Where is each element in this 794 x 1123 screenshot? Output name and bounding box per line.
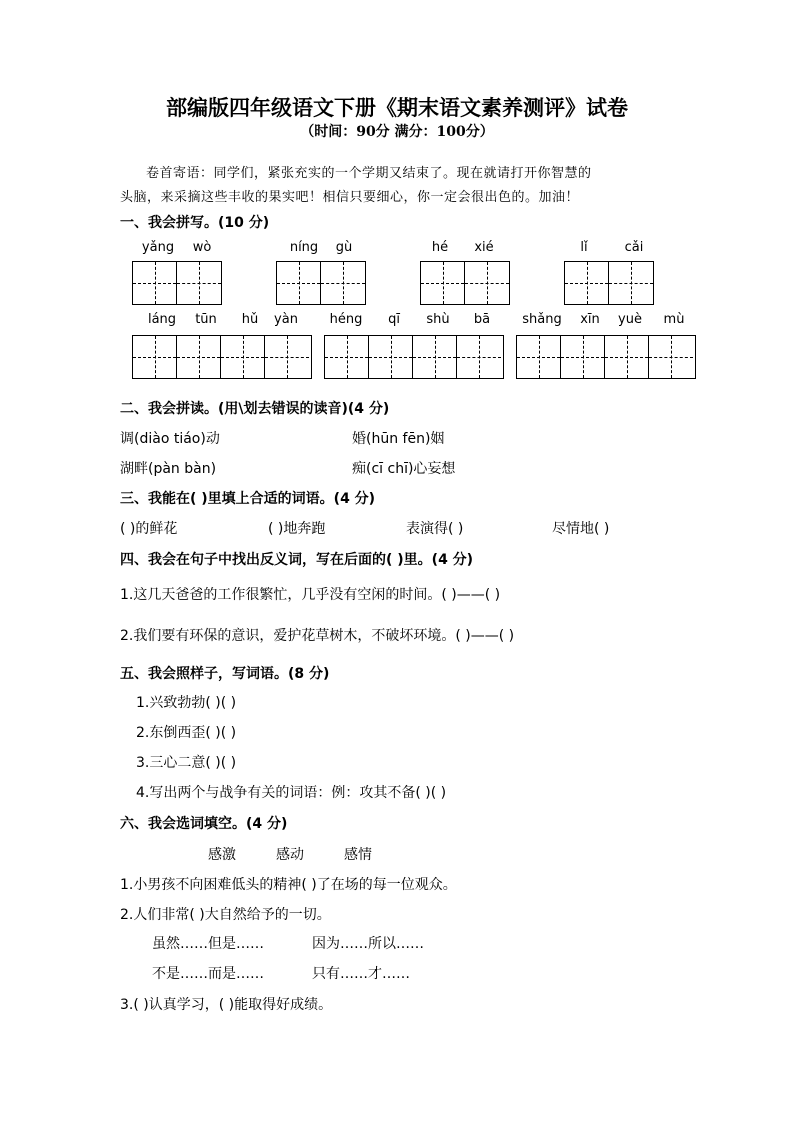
section-1-heading: 一、我会拼写。(10 分) bbox=[120, 215, 270, 231]
writing-grid[interactable] bbox=[132, 261, 222, 305]
fill-blank[interactable]: ( )的鲜花 bbox=[120, 521, 178, 537]
pinyin: qī bbox=[388, 312, 400, 327]
writing-grid[interactable] bbox=[324, 335, 504, 379]
intro-line-1: 卷首寄语：同学们，紧张充实的一个学期又结束了。现在就请打开你智慧的 bbox=[146, 166, 592, 181]
pinyin-choice[interactable]: 湖畔(pàn bàn) bbox=[120, 461, 217, 477]
conjunction-option: 不是……而是…… bbox=[152, 966, 264, 982]
fill-blank[interactable]: 尽情地( ) bbox=[552, 521, 610, 537]
section-4-heading: 四、我会在句子中找出反义词，写在后面的( )里。(4 分) bbox=[120, 552, 474, 568]
pinyin: yàn bbox=[274, 312, 298, 327]
pinyin: hé bbox=[431, 240, 449, 255]
section-6-heading: 六、我会选词填空。(4 分) bbox=[120, 816, 288, 832]
pinyin: cǎi bbox=[624, 240, 644, 255]
pinyin: tūn bbox=[195, 312, 217, 327]
pinyin: lǐ bbox=[580, 240, 588, 255]
exam-subtitle: （时间：90分 满分：100分） bbox=[300, 124, 494, 140]
pinyin: xié bbox=[474, 240, 494, 255]
exam-title: 部编版四年级语文下册《期末语文素养测评》试卷 bbox=[166, 95, 628, 120]
pinyin: níng bbox=[289, 240, 319, 255]
word-option: 感激 bbox=[208, 847, 236, 863]
word-option: 感动 bbox=[276, 847, 304, 863]
question[interactable]: 2.人们非常( )大自然给予的一切。 bbox=[120, 907, 331, 923]
writing-grid[interactable] bbox=[132, 335, 312, 379]
pinyin: mù bbox=[663, 312, 685, 327]
section-2-heading: 二、我会拼读。(用\划去错误的读音)(4 分) bbox=[120, 401, 390, 417]
conjunction-option: 只有……才…… bbox=[312, 966, 410, 982]
pinyin-choice[interactable]: 婚(hūn fēn)姻 bbox=[352, 431, 445, 447]
fill-blank[interactable]: 表演得( ) bbox=[406, 521, 464, 537]
writing-grid[interactable] bbox=[276, 261, 366, 305]
pinyin: shù bbox=[426, 312, 450, 327]
pinyin-choice[interactable]: 痴(cī chī)心妄想 bbox=[352, 461, 456, 477]
pinyin: bā bbox=[473, 312, 491, 327]
section-3-heading: 三、我能在( )里填上合适的词语。(4 分) bbox=[120, 491, 376, 507]
fill-blank[interactable]: ( )地奔跑 bbox=[268, 521, 326, 537]
question[interactable]: 2.东倒西歪( )( ) bbox=[136, 725, 237, 741]
conjunction-option: 虽然……但是…… bbox=[152, 936, 264, 952]
pinyin: yǎng bbox=[141, 240, 175, 255]
word-bank bbox=[208, 844, 412, 864]
question[interactable]: 1.兴致勃勃( )( ) bbox=[136, 695, 237, 711]
pinyin: xīn bbox=[580, 312, 600, 327]
pinyin: hǔ bbox=[241, 312, 259, 327]
pinyin: héng bbox=[329, 312, 363, 327]
conjunction-option: 因为……所以…… bbox=[312, 936, 424, 952]
pinyin: láng bbox=[147, 312, 177, 327]
section-5-heading: 五、我会照样子，写词语。(8 分) bbox=[120, 666, 330, 682]
question[interactable]: 2.我们要有环保的意识，爱护花草树木，不破坏环境。( )——( ) bbox=[120, 628, 515, 644]
question[interactable]: 1.小男孩不向困难低头的精神( )了在场的每一位观众。 bbox=[120, 877, 457, 893]
pinyin: gù bbox=[335, 240, 353, 255]
pinyin-choice[interactable]: 调(diào tiáo)动 bbox=[120, 431, 220, 447]
word-option: 感情 bbox=[344, 847, 372, 863]
question[interactable]: 1.这几天爸爸的工作很繁忙，几乎没有空闲的时间。( )——( ) bbox=[120, 587, 501, 603]
writing-grid[interactable] bbox=[564, 261, 654, 305]
question[interactable]: 3.( )认真学习，( )能取得好成绩。 bbox=[120, 997, 333, 1013]
pinyin: wò bbox=[192, 240, 212, 255]
intro-line-2: 头脑，来采摘这些丰收的果实吧！相信只要细心，你一定会很出色的。加油！ bbox=[120, 190, 580, 205]
question[interactable]: 3.三心二意( )( ) bbox=[136, 755, 237, 771]
pinyin: yuè bbox=[618, 312, 642, 327]
question[interactable]: 4.写出两个与战争有关的词语：例：攻其不备( )( ) bbox=[136, 785, 447, 801]
writing-grid[interactable] bbox=[516, 335, 696, 379]
writing-grid[interactable] bbox=[420, 261, 510, 305]
pinyin: shǎng bbox=[522, 312, 562, 327]
